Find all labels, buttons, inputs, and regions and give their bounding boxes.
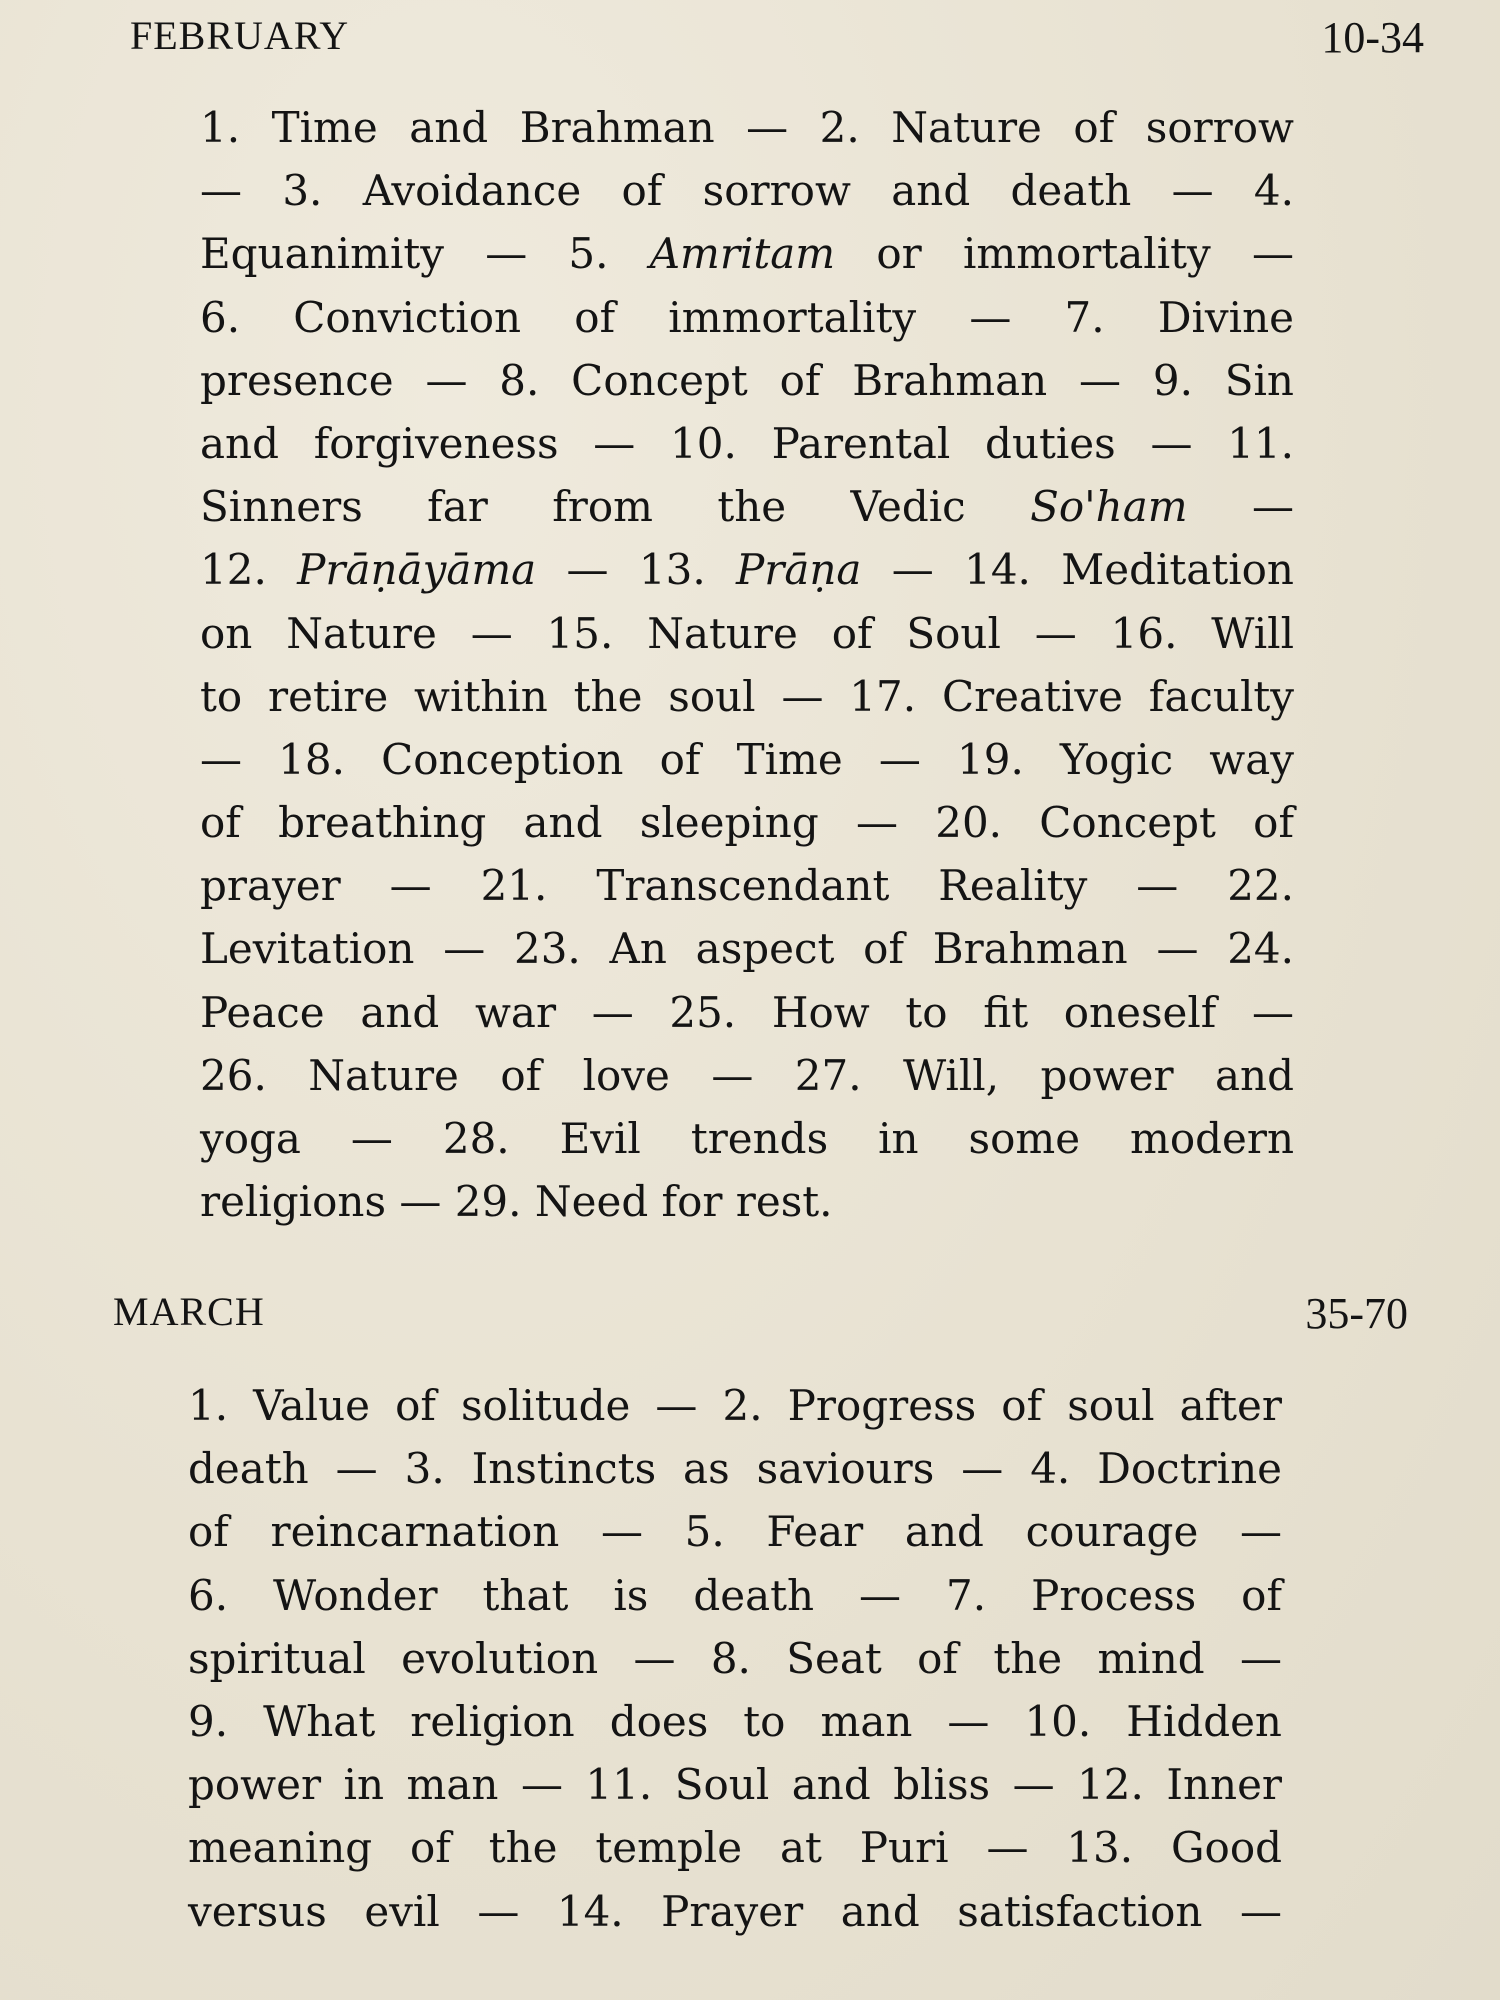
february-line: Peace and war — 25. How to fit oneself — [200, 987, 1294, 1037]
february-heading: FEBRUARY [130, 13, 350, 58]
march-line: versus evil — 14. Prayer and satisfaction — [188, 1886, 1282, 1936]
march-line: spiritual evolution — 8. Seat of the mind — [188, 1633, 1282, 1683]
march-line: 9. What religion does to man — 10. Hidden [188, 1696, 1282, 1746]
february-line: 26. Nature of love — 27. Will, power and [200, 1050, 1294, 1100]
february-line: 6. Conviction of immortality — 7. Divine [200, 292, 1294, 342]
february-line: — 18. Conception of Time — 19. Yogic way [200, 734, 1294, 784]
february-contents [200, 96, 1294, 1233]
february-line: Sinners far from the Vedic So'ham — [200, 482, 1294, 532]
february-line: Levitation — 23. An aspect of Brahman — 24. [200, 924, 1294, 974]
march-line: death — 3. Instincts as saviours — 4. Doctrine [188, 1444, 1282, 1494]
march-contents [188, 1374, 1282, 1943]
february-line: yoga — 28. Evil trends in some modern [200, 1114, 1294, 1163]
february-line: of breathing and sleeping — 20. Concept of [200, 798, 1294, 848]
february-line: religions — 29. Need for rest. [200, 1177, 833, 1227]
march-line: power in man — 11. Soul and bliss — 12. Inner [188, 1760, 1282, 1810]
march-line: meaning of the temple at Puri — 13. Good [188, 1823, 1282, 1873]
march-page-range: 35-70 [1305, 1289, 1408, 1338]
february-line: 12. Prāṇāyāma — 13. Prāṇa — 14. Meditation [200, 545, 1294, 595]
march-line: 6. Wonder that is death — 7. Process of [188, 1570, 1282, 1620]
february-line: to retire within the soul — 17. Creative faculty [200, 671, 1294, 721]
february-line: prayer — 21. Transcendant Reality — 22. [200, 861, 1294, 911]
february-page-range: 10-34 [1321, 13, 1424, 62]
february-line: presence — 8. Concept of Brahman — 9. Sin [200, 355, 1294, 405]
february-line: Equanimity — 5. Amritam or immortality — [200, 229, 1294, 279]
february-line: — 3. Avoidance of sorrow and death — 4. [200, 166, 1294, 216]
march-heading: MARCH [113, 1289, 265, 1334]
march-line: of reincarnation — 5. Fear and courage — [188, 1507, 1282, 1557]
february-line: 1. Time and Brahman — 2. Nature of sorrow [200, 103, 1294, 152]
march-line: 1. Value of solitude — 2. Progress of soul after [188, 1381, 1282, 1430]
february-line: and forgiveness — 10. Parental duties — 11. [200, 418, 1294, 468]
february-line: on Nature — 15. Nature of Soul — 16. Will [200, 608, 1294, 658]
